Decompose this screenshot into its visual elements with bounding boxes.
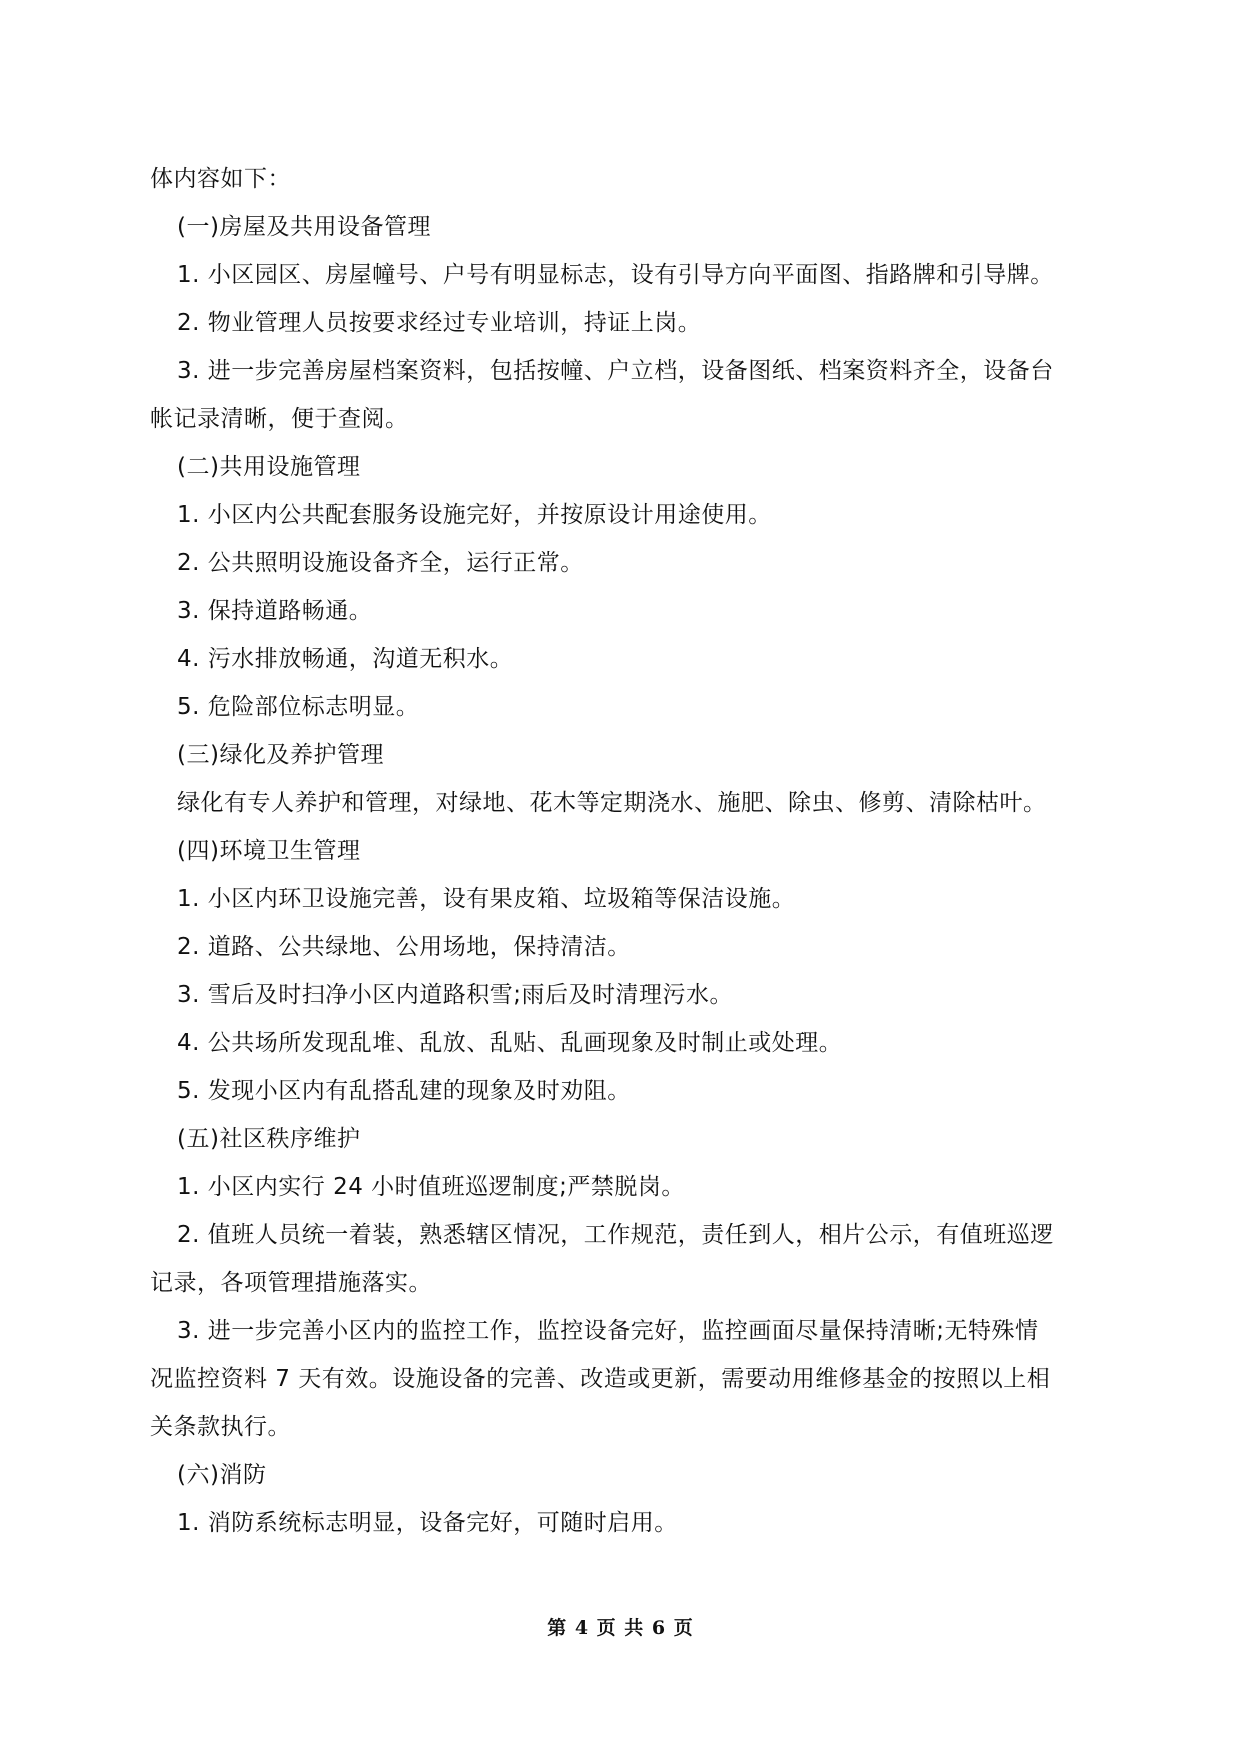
list-item: 3. 保持道路畅通。 [177, 598, 373, 624]
list-item: 2. 值班人员统一着装，熟悉辖区情况，工作规范，责任到人，相片公示，有值班巡逻 [177, 1222, 1054, 1248]
section-heading: (一)房屋及共用设备管理 [177, 214, 431, 240]
text-line: 体内容如下： [150, 166, 291, 192]
list-item: 4. 公共场所发现乱堆、乱放、乱贴、乱画现象及时制止或处理。 [177, 1030, 843, 1056]
text-line-continuation: 帐记录清晰，便于查阅。 [150, 406, 409, 432]
document-body [150, 155, 1110, 1547]
list-item: 5. 危险部位标志明显。 [177, 694, 420, 720]
text-line-continuation: 况监控资料 7 天有效。设施设备的完善、改造或更新，需要动用维修基金的按照以上相 [150, 1366, 1051, 1392]
section-heading: (六)消防 [177, 1462, 267, 1488]
list-item: 1. 小区园区、房屋幢号、户号有明显标志，设有引导方向平面图、指路牌和引导牌。 [177, 262, 1054, 288]
list-item: 4. 污水排放畅通，沟道无积水。 [177, 646, 514, 672]
list-item: 1. 消防系统标志明显，设备完好，可随时启用。 [177, 1510, 678, 1536]
list-item: 2. 道路、公共绿地、公用场地，保持清洁。 [177, 934, 631, 960]
list-item: 1. 小区内公共配套服务设施完好，并按原设计用途使用。 [177, 502, 772, 528]
list-item: 3. 雪后及时扫净小区内道路积雪;雨后及时清理污水。 [177, 982, 734, 1008]
section-heading: (二)共用设施管理 [177, 454, 361, 480]
section-heading: (三)绿化及养护管理 [177, 742, 384, 768]
list-item: 5. 发现小区内有乱搭乱建的现象及时劝阻。 [177, 1078, 631, 1104]
list-item: 1. 小区内环卫设施完善，设有果皮箱、垃圾箱等保洁设施。 [177, 886, 796, 912]
list-item: 1. 小区内实行 24 小时值班巡逻制度;严禁脱岗。 [177, 1174, 685, 1200]
section-heading: (五)社区秩序维护 [177, 1126, 361, 1152]
list-item: 2. 物业管理人员按要求经过专业培训，持证上岗。 [177, 310, 702, 336]
list-item: 2. 公共照明设施设备齐全，运行正常。 [177, 550, 584, 576]
list-item: 3. 进一步完善房屋档案资料，包括按幢、户立档，设备图纸、档案资料齐全，设备台 [177, 358, 1054, 384]
text-line-continuation: 关条款执行。 [150, 1414, 291, 1440]
text-line-continuation: 记录，各项管理措施落实。 [150, 1270, 432, 1296]
paragraph: 绿化有专人养护和管理，对绿地、花木等定期浇水、施肥、除虫、修剪、清除枯叶。 [177, 790, 1047, 816]
list-item: 3. 进一步完善小区内的监控工作，监控设备完好，监控画面尽量保持清晰;无特殊情 [177, 1318, 1039, 1344]
section-heading: (四)环境卫生管理 [177, 838, 361, 864]
page-number-footer: 第 4 页 共 6 页 [547, 1617, 694, 1639]
